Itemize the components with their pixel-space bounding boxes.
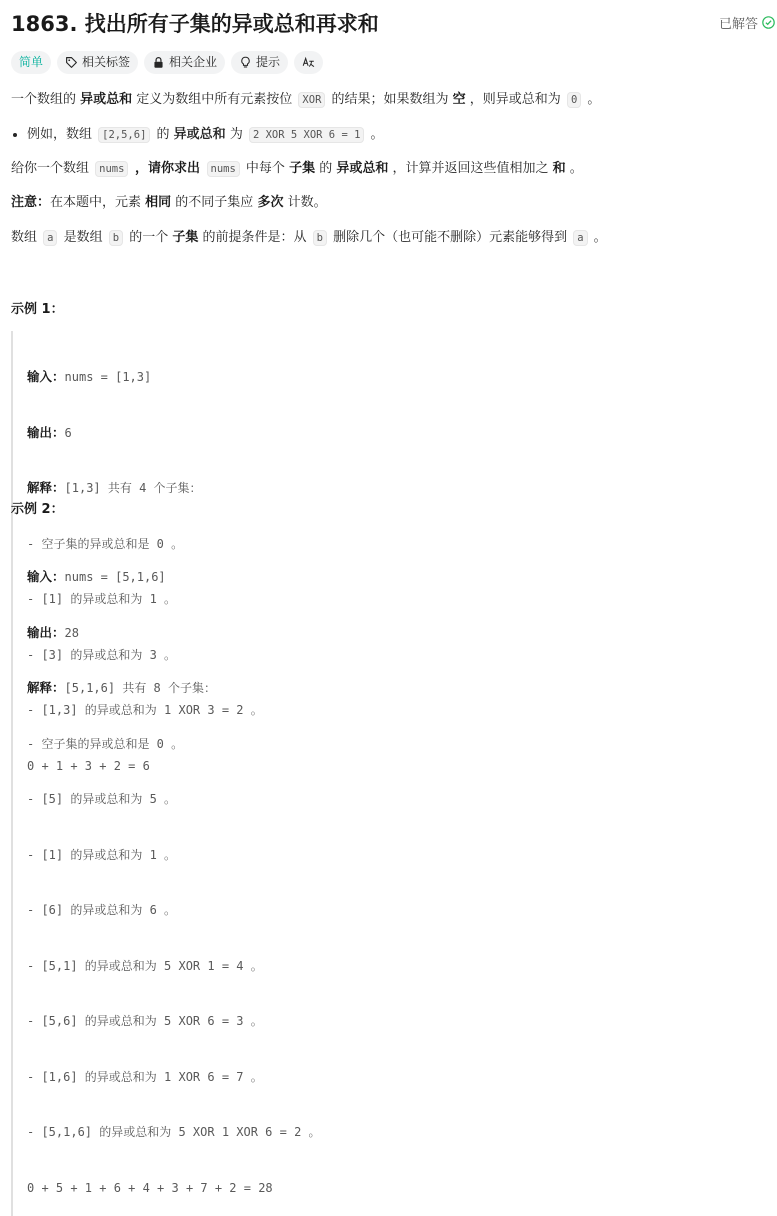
solved-label: 已解答: [718, 17, 758, 32]
inline-code: 2 XOR 5 XOR 6 = 1: [249, 127, 364, 143]
hint-button[interactable]: [231, 51, 288, 74]
list-item: • 例如，数组 [2,5,6] 的 异或总和 为 2 XOR 5 XOR 6 = 1 。: [27, 124, 384, 146]
description-paragraph-4: 数组 a 是数组 b 的一个 子集 的前提条件是：从 b 删除几个（也可能不删除）元素能够得到 a 。: [11, 230, 607, 245]
problem-title: 1863. 找出所有子集的异或总和再求和: [11, 12, 379, 36]
example-2-block: [11, 531, 321, 1216]
lightbulb-icon: [239, 56, 252, 69]
example-explain-line: - [1] 的异或总和为 1 。: [27, 592, 177, 606]
hint-label: 提示: [256, 55, 281, 69]
tag-icon: [65, 56, 78, 69]
inline-code: [2,5,6]: [98, 127, 150, 143]
example-explain-line: - [6] 的异或总和为 6 。: [27, 903, 177, 917]
related-tags-label: 相关标签: [82, 55, 131, 69]
inline-code: 0: [567, 92, 581, 108]
translate-button[interactable]: [294, 51, 323, 74]
inline-code: nums: [207, 161, 240, 177]
example-explain-line: - [5,1,6] 的异或总和为 5 XOR 1 XOR 6 = 2 。: [27, 1125, 321, 1139]
example-explain-line: - [5,1] 的异或总和为 5 XOR 1 = 4 。: [27, 958, 263, 973]
example-1-title: 示例 1：: [11, 302, 64, 317]
example-input-line: 输入：nums = [5,1,6]: [27, 569, 166, 584]
example-output-line: 输出：28: [27, 624, 79, 640]
example-explain-line: 0 + 5 + 1 + 6 + 4 + 3 + 7 + 2 = 28: [27, 1180, 273, 1195]
example-bullet-list: [11, 124, 384, 146]
difficulty-label: 简单: [19, 55, 44, 69]
inline-code: b: [109, 230, 123, 246]
description-paragraph-1: 一个数组的 异或总和 定义为数组中所有元素按位 XOR 的结果；如果数组为 空 ，则异或总和为 0 。: [11, 92, 601, 107]
example-input-line: 输入：nums = [1,3]: [27, 369, 152, 384]
example-explain-line: - [3] 的异或总和为 3 。: [27, 647, 177, 662]
related-companies-button[interactable]: [144, 51, 225, 74]
check-circle-icon: [762, 16, 775, 29]
translate-icon: [302, 56, 315, 69]
example-explain-line: - [5,6] 的异或总和为 5 XOR 6 = 3 。: [27, 1014, 263, 1028]
example-explain-line: - [1,3] 的异或总和为 1 XOR 3 = 2 。: [27, 703, 263, 717]
solved-status: [719, 13, 775, 32]
tag-bar: [11, 51, 323, 74]
example-explain-line: 解释：[5,1,6] 共有 8 个子集：: [27, 680, 216, 695]
description-note: 注意：在本题中，元素 相同 的不同子集应 多次 计数。: [11, 195, 327, 210]
example-explain-line: - [5] 的异或总和为 5 。: [27, 792, 177, 806]
example-explain-line: - 空子集的异或总和是 0 。: [27, 536, 184, 551]
example-output-line: 输出：6: [27, 424, 72, 440]
example-explain-line: - 空子集的异或总和是 0 。: [27, 736, 184, 751]
lock-icon: [152, 56, 165, 69]
inline-code: a: [43, 230, 57, 246]
example-explain-line: - [1,6] 的异或总和为 1 XOR 6 = 7 。: [27, 1069, 263, 1084]
related-companies-label: 相关企业: [169, 55, 218, 69]
inline-code: a: [573, 230, 587, 246]
difficulty-badge: [11, 51, 51, 74]
inline-code: XOR: [298, 92, 325, 108]
related-tags-button[interactable]: [57, 51, 138, 74]
example-explain-line: 解释：[1,3] 共有 4 个子集：: [27, 480, 202, 495]
inline-code: nums: [95, 161, 128, 177]
inline-code: b: [313, 230, 327, 246]
example-explain-line: 0 + 1 + 3 + 2 = 6: [27, 758, 150, 773]
description-paragraph-2: 给你一个数组 nums ，请你求出 nums 中每个 子集 的 异或总和 ，计算并返回这些值相加之 和 。: [11, 161, 583, 176]
example-2-title: 示例 2：: [11, 502, 64, 517]
example-explain-line: - [1] 的异或总和为 1 。: [27, 847, 177, 862]
